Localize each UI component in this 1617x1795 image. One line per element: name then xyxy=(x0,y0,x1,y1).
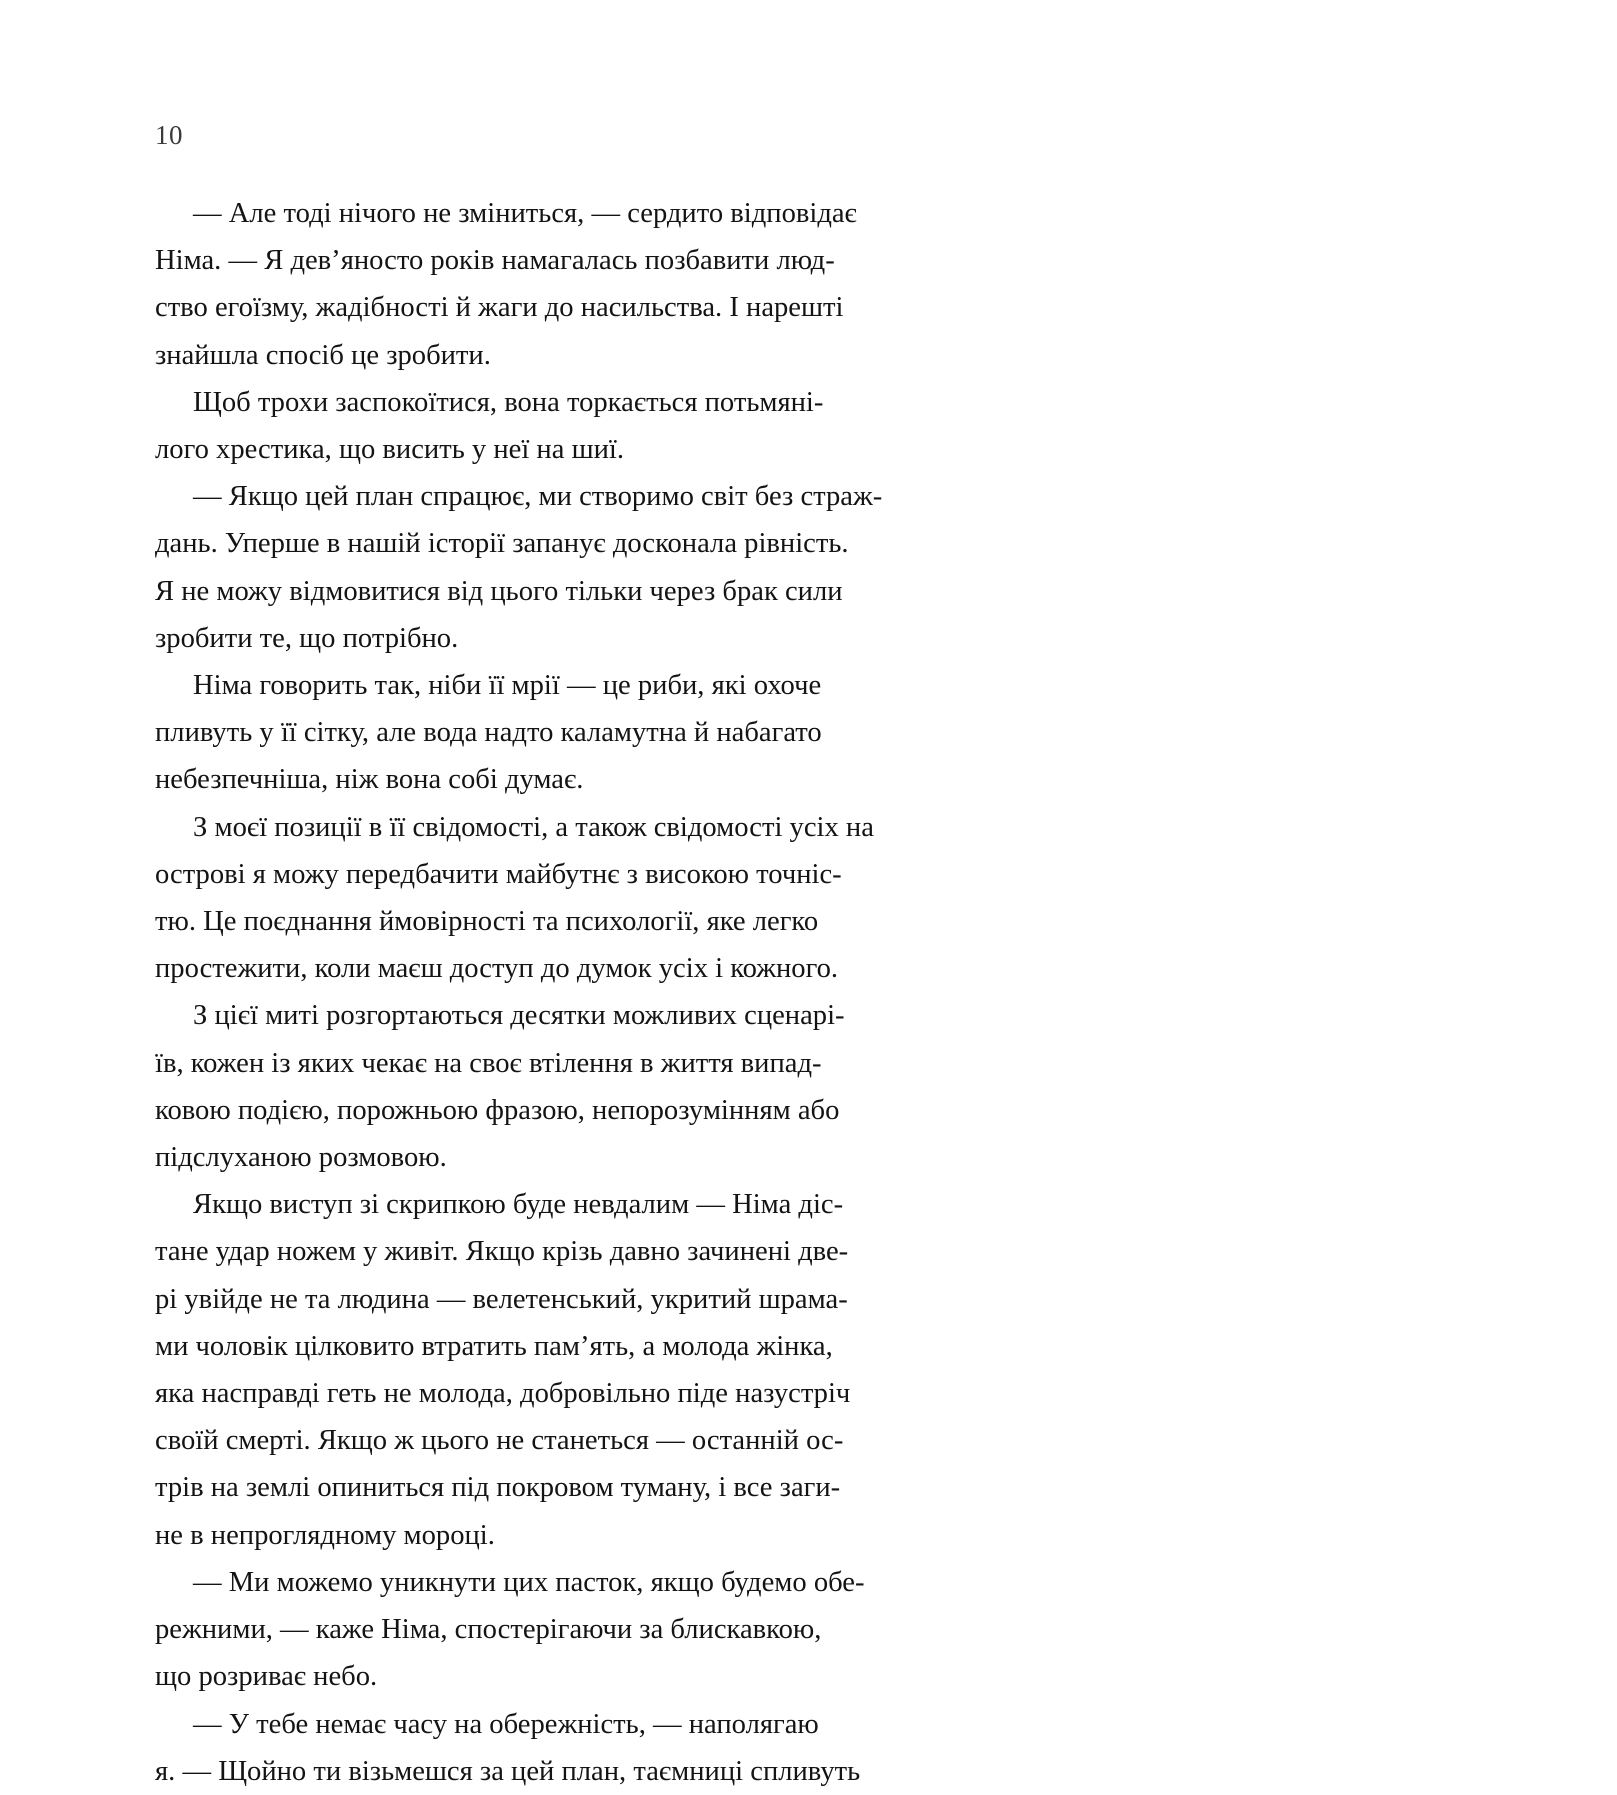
paragraph xyxy=(155,992,890,1181)
paragraph xyxy=(155,1181,890,1559)
text-line: своїй смерті. Якщо ж цього не станеться — останній ос- xyxy=(155,1425,844,1457)
page-number: 10 xyxy=(155,120,183,150)
paragraph xyxy=(155,804,890,993)
text-line: простежити, коли маєш доступ до думок усіх і кожного. xyxy=(155,953,839,985)
text-line: тю. Це поєднання ймовірності та психології, яке легко xyxy=(155,906,819,938)
text-line: трів на землі опиниться під покровом туману, і все заги- xyxy=(155,1472,841,1504)
paragraph xyxy=(155,662,890,804)
paragraph xyxy=(155,379,890,473)
text-line: небезпечніша, ніж вона собі думає. xyxy=(155,764,584,796)
text-line: дань. Уперше в нашій історії запанує досконала рівність. xyxy=(155,528,849,560)
text-line: зробити те, що потрібно. xyxy=(155,622,459,654)
text-line: підслуханою розмовою. xyxy=(155,1142,447,1174)
text-line: їв, кожен із яких чекає на своє втілення в життя випад- xyxy=(155,1047,822,1079)
text-line: Щоб трохи заспокоїтися, вона торкається потьмяні- xyxy=(193,386,824,418)
text-line: — У тебе немає часу на обережність, — наполягаю xyxy=(193,1708,819,1740)
text-line: ми чоловік цілковито втратить пам’ять, а молода жінка, xyxy=(155,1330,833,1362)
text-line: пливуть у її сітку, але вода надто каламутна й набагато xyxy=(155,717,822,749)
text-line: рі увійде не та людина — велетенський, укритий шрама- xyxy=(155,1283,848,1315)
text-line: З моєї позиції в її свідомості, а також свідомості усіх на xyxy=(193,811,874,843)
paragraph xyxy=(155,1701,890,1795)
paragraph xyxy=(155,190,890,379)
text-line: Німа. — Я дев’яносто років намагалась позбавити люд- xyxy=(155,245,835,277)
text-line: — Але тоді нічого не зміниться, — сердито відповідає xyxy=(193,198,857,229)
text-line: знайшла спосіб це зробити. xyxy=(155,339,491,371)
text-line: лого хрестика, що висить у неї на шиї. xyxy=(155,434,624,466)
text-line: З цієї миті розгортаються десятки можливих сценарі- xyxy=(193,1000,845,1032)
text-line: Я не можу відмовитися від цього тільки через брак сили xyxy=(155,575,843,607)
text-line: — Ми можемо уникнути цих пасток, якщо будемо обе- xyxy=(193,1566,865,1598)
text-line: що розриває небо. xyxy=(155,1661,378,1693)
text-line: тане удар ножем у живіт. Якщо крізь давно зачинені две- xyxy=(155,1236,849,1268)
text-line: Якщо виступ зі скрипкою буде невдалим — Німа діс- xyxy=(193,1189,844,1221)
text-line: ковою подією, порожньою фразою, непорозумінням або xyxy=(155,1094,840,1126)
text-line: я. — Щойно ти візьмешся за цей план, таємниці спливуть xyxy=(155,1755,861,1787)
text-line: режними, — каже Німа, спостерігаючи за блискавкою, xyxy=(155,1614,822,1646)
paragraph xyxy=(155,473,890,662)
text-line: — Якщо цей план спрацює, ми створимо світ без страж- xyxy=(193,481,883,513)
text-line: острові я можу передбачити майбутнє з високою точніс- xyxy=(155,858,842,890)
text-line: ство егоїзму, жадібності й жаги до насильства. І нарешті xyxy=(155,292,844,324)
text-line: не в непроглядному мороці. xyxy=(155,1519,495,1551)
text-line: Німа говорить так, ніби її мрії — це риби, які охоче xyxy=(193,670,822,702)
text-line: яка насправді геть не молода, добровільно піде назустріч xyxy=(155,1378,851,1410)
body-text xyxy=(155,190,890,1795)
paragraph xyxy=(155,1559,890,1701)
